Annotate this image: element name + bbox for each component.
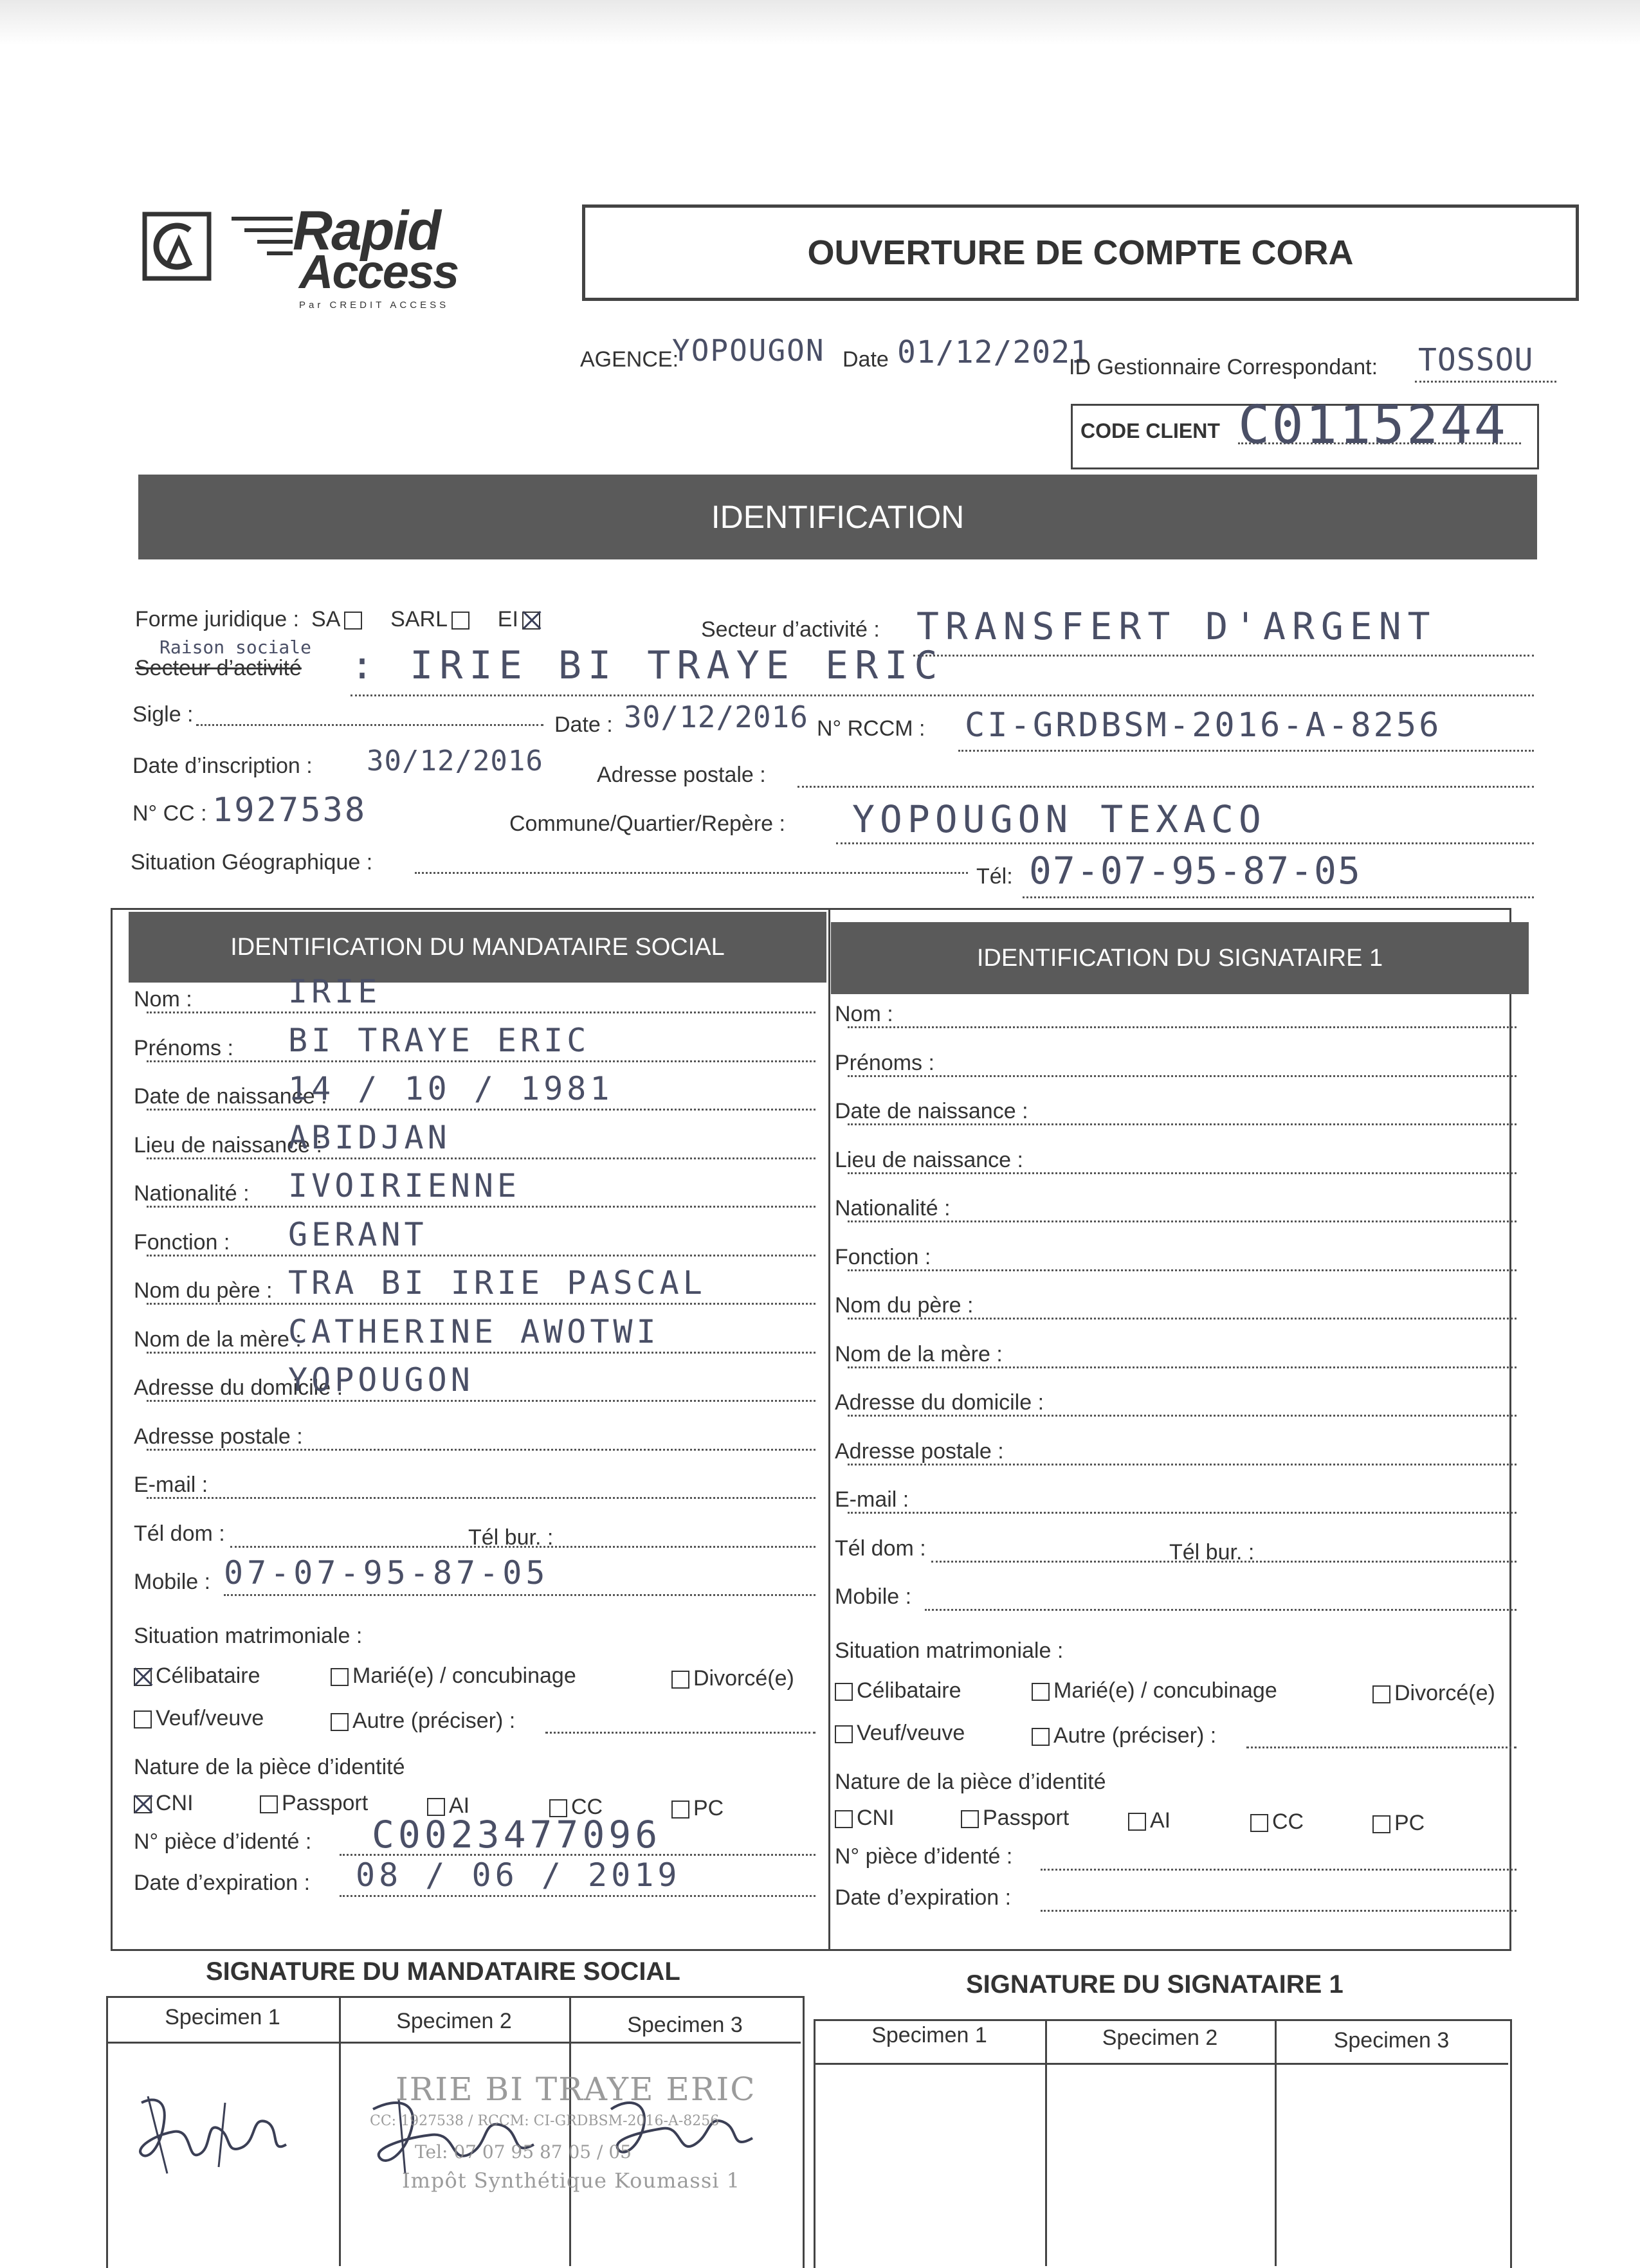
mandataire-opt-passport[interactable] [256, 1791, 368, 1816]
form-title: OUVERTURE DE COMPTE CORA [807, 233, 1354, 272]
checkbox-sarl[interactable] [451, 612, 469, 630]
signataire-nationalite-dots [848, 1220, 1517, 1222]
signataire-opt-cc[interactable] [1246, 1810, 1304, 1835]
tel-id-dots [1023, 896, 1534, 898]
mandataire-opt-ai-label: AI [449, 1793, 470, 1818]
mandataire-nom-pere-label: Nom du père : [134, 1278, 273, 1303]
agence-label: AGENCE: [580, 347, 679, 372]
signataire-opt-cni[interactable] [831, 1806, 895, 1831]
mandataire-piece-label: Nature de la pièce d’identité [134, 1754, 405, 1779]
checkbox-sa[interactable] [344, 612, 362, 630]
mandataire-adresse-domicile-label: Adresse du domicile : [134, 1375, 343, 1400]
mandataire-specimen-3: Specimen 3 [627, 2013, 743, 2037]
commune-value: YOPOUGON TEXACO [852, 797, 1266, 841]
signataire-autre-dots [1246, 1746, 1517, 1748]
signataire-nom-dots [848, 1026, 1517, 1028]
signataire-date-naissance-label: Date de naissance : [835, 1099, 1028, 1123]
signataire-opt-ai-label: AI [1150, 1808, 1171, 1833]
stamp-line-1: IRIE BI TRAYE ERIC [396, 2071, 756, 2108]
gestionnaire-dots [1415, 381, 1556, 383]
adresse-postale-id-dots [797, 786, 1534, 788]
mandataire-checkbox-marie[interactable] [331, 1668, 349, 1686]
signataire-opt-divorce-label: Divorcé(e) [1394, 1680, 1495, 1705]
signataire-opt-marie-label: Marié(e) / concubinage [1053, 1678, 1277, 1703]
opt-sa-label: SA [311, 607, 341, 631]
sigle-label: Sigle : [132, 702, 194, 727]
mandataire-adresse-domicile-value: YOPOUGON [288, 1361, 474, 1399]
forme-juridique-label [135, 607, 544, 632]
signataire-checkbox-ai[interactable] [1128, 1813, 1146, 1831]
logo-brand-rapid: Rapid [293, 200, 440, 262]
mandataire-checkbox-autre[interactable] [331, 1713, 349, 1731]
secteur-label: Secteur d’activité : [701, 617, 880, 642]
mandataire-specimen-1: Specimen 1 [165, 2005, 280, 2029]
secteur2-struck-label: Secteur d’activité [135, 656, 302, 680]
situation-geo-dots [415, 872, 968, 874]
signataire-checkbox-marie[interactable] [1032, 1683, 1050, 1701]
signataire-opt-passport[interactable] [957, 1806, 1069, 1831]
id-date-label: Date : [554, 712, 613, 737]
mandataire-mobile-dots [224, 1594, 815, 1596]
signataire-opt-pc-label: PC [1394, 1810, 1425, 1835]
signataire-specimen-3: Specimen 3 [1333, 2028, 1450, 2053]
mandataire-telbur-label: Tél bur. : [468, 1525, 554, 1550]
signataire-opt-veuf-label: Veuf/veuve [857, 1720, 965, 1745]
signataire-nationalite-label: Nationalité : [835, 1196, 951, 1220]
signataire-opt-veuf[interactable] [831, 1721, 965, 1746]
meta-date-label: Date [843, 347, 889, 372]
mandataire-fonction-dots [147, 1255, 815, 1256]
commune-label: Commune/Quartier/Repère : [509, 812, 785, 836]
mandataire-nom-dots [147, 1012, 815, 1013]
signataire-nom-label: Nom : [835, 1002, 893, 1026]
signataire-teldom-label: Tél dom : [835, 1536, 926, 1561]
mandataire-expiration-dots [340, 1895, 815, 1897]
mandataire-opt-autre[interactable] [327, 1709, 515, 1734]
signataire-table-header-line [814, 2063, 1508, 2065]
mandataire-checkbox-passport[interactable] [260, 1795, 278, 1813]
signature-signataire-title: SIGNATURE DU SIGNATAIRE 1 [966, 1970, 1344, 1999]
mandataire-checkbox-veuf[interactable] [134, 1710, 152, 1728]
signataire-prenoms-dots [848, 1075, 1517, 1077]
company-stamp [357, 2071, 794, 2199]
mandataire-num-piece-label: N° pièce d’identé : [134, 1829, 312, 1854]
signataire-checkbox-cc[interactable] [1250, 1814, 1268, 1832]
code-client-value: C0115244 [1238, 395, 1508, 456]
signataire-header [831, 922, 1529, 994]
mandataire-checkbox-celibataire[interactable] [134, 1668, 152, 1686]
signataire-mobile-label: Mobile : [835, 1584, 912, 1609]
signataire-specimen-2: Specimen 2 [1102, 2026, 1218, 2050]
logo-brand-access: Access [299, 245, 459, 298]
opt-sarl-label: SARL [390, 607, 448, 631]
signataire-nom-mere-dots [848, 1366, 1517, 1368]
signataire-expiration-label: Date d’expiration : [835, 1885, 1012, 1910]
rccm-dots [958, 750, 1534, 752]
meta-date-value: 01/12/2021 [897, 334, 1089, 370]
logo-tagline: Par CREDIT ACCESS [299, 300, 450, 311]
mandataire-col-line-1 [339, 1996, 341, 2266]
id-date-value: 30/12/2016 [624, 700, 808, 734]
mandataire-opt-cc-label: CC [571, 1794, 603, 1819]
raison-sociale-handwritten-label: Raison sociale [159, 637, 312, 658]
mandataire-lieu-naissance-value: ABIDJAN [288, 1118, 451, 1156]
mandataire-lieu-naissance-label: Lieu de naissance : [134, 1132, 322, 1157]
mandataire-opt-divorce[interactable] [668, 1666, 794, 1691]
signataire-checkbox-pc[interactable] [1372, 1815, 1390, 1833]
mandataire-header [129, 912, 826, 983]
signataire-title: IDENTIFICATION DU SIGNATAIRE 1 [976, 945, 1383, 972]
ncc-value: 1927538 [212, 791, 367, 830]
signataire-email-dots [848, 1512, 1517, 1514]
opt-ei-label: EI [497, 607, 518, 631]
mandataire-opt-cni-label: CNI [156, 1790, 194, 1815]
gestionnaire-label: ID Gestionnaire Correspondant: [1069, 355, 1378, 379]
mandataire-nom-mere-value: CATHERINE AWOTWI [288, 1312, 660, 1350]
mandataire-nom-value: IRIE [288, 973, 381, 1010]
stamp-line-2: CC: 1927538 / RCCM: CI-GRDBSM-2016-A-8256 [370, 2113, 720, 2129]
mandataire-autre-dots [545, 1732, 815, 1734]
signataire-col-line-2 [1275, 2019, 1277, 2266]
mandataire-opt-marie[interactable] [327, 1664, 576, 1689]
signataire-tel-dots [931, 1561, 1517, 1563]
speed-lines-icon [225, 212, 296, 264]
mandataire-opt-veuf[interactable] [130, 1706, 264, 1731]
mandataire-matrimoniale-label: Situation matrimoniale : [134, 1623, 363, 1648]
mandataire-tel-dots [230, 1546, 815, 1548]
mandataire-opt-pc-label: PC [693, 1795, 724, 1820]
signataire-checkbox-divorce[interactable] [1372, 1685, 1390, 1703]
mandataire-title: IDENTIFICATION DU MANDATAIRE SOCIAL [230, 934, 725, 961]
signataire-nom-mere-label: Nom de la mère : [835, 1341, 1003, 1366]
signataire-fonction-dots [848, 1269, 1517, 1271]
mandataire-nom-mere-dots [147, 1352, 815, 1354]
logo-mark-icon [141, 211, 212, 282]
mandataire-prenoms-label: Prénoms : [134, 1035, 233, 1060]
situation-geo-label: Situation Géographique : [131, 850, 373, 875]
mandataire-nom-mere-label: Nom de la mère : [134, 1327, 302, 1352]
signataire-opt-divorce[interactable] [1369, 1681, 1495, 1706]
signataire-opt-cni-label: CNI [857, 1805, 895, 1830]
scan-edge [0, 0, 1640, 45]
signataire-piece-label: Nature de la pièce d’identité [835, 1769, 1106, 1794]
signataire-specimen-1: Specimen 1 [871, 2023, 987, 2047]
mandataire-opt-passport-label: Passport [282, 1790, 369, 1815]
mandataire-opt-pc[interactable] [668, 1796, 724, 1821]
stamp-line-3: Tel: 07 07 95 87 05 / 05 [415, 2141, 632, 2163]
mandataire-prenoms-dots [147, 1060, 815, 1062]
date-inscription-value: 30/12/2016 [367, 745, 543, 777]
signataire-specimen-table [814, 2019, 1512, 2268]
mandataire-adresse-domicile-dots [147, 1400, 815, 1402]
signataire-adresse-domicile-dots [848, 1415, 1517, 1417]
mandataire-nom-pere-value: TRA BI IRIE PASCAL [288, 1264, 706, 1302]
signataire-checkbox-celibataire[interactable] [835, 1683, 853, 1701]
signataire-lieu-naissance-label: Lieu de naissance : [835, 1147, 1023, 1172]
agence-value: YOPOUGON [672, 333, 825, 368]
signature-mandataire-title: SIGNATURE DU MANDATAIRE SOCIAL [206, 1957, 680, 1986]
signataire-adresse-domicile-label: Adresse du domicile : [835, 1390, 1044, 1415]
form-title-box [582, 204, 1579, 301]
mandataire-mobile-value: 07-07-95-87-05 [224, 1554, 549, 1592]
mandataire-adresse-postale-dots [147, 1449, 815, 1451]
mandataire-opt-veuf-label: Veuf/veuve [156, 1705, 264, 1730]
mandataire-table-header-line [106, 2042, 801, 2044]
signataire-num-piece-label: N° pièce d’identé : [835, 1844, 1013, 1869]
tel-id-label: Tél: [976, 864, 1013, 889]
mandataire-expiration-label: Date d’expiration : [134, 1870, 311, 1895]
signataire-opt-passport-label: Passport [983, 1805, 1070, 1830]
signataire-prenoms-label: Prénoms : [835, 1050, 934, 1075]
signataire-expiration-dots [1041, 1910, 1517, 1912]
mandataire-fonction-label: Fonction : [134, 1229, 230, 1255]
mandataire-opt-autre-label: Autre (préciser) : [352, 1708, 516, 1733]
mandataire-num-piece-value: C0023477096 [372, 1812, 662, 1856]
mandataire-email-dots [147, 1497, 815, 1499]
mandataire-checkbox-divorce[interactable] [671, 1671, 689, 1689]
signataire-opt-celibataire[interactable] [831, 1678, 961, 1703]
sigle-dots [196, 724, 543, 726]
signataire-lieu-naissance-dots [848, 1172, 1517, 1174]
signataire-checkbox-veuf[interactable] [835, 1725, 853, 1743]
gestionnaire-value: TOSSOU [1418, 342, 1534, 378]
mandataire-nom-label: Nom : [134, 987, 192, 1012]
mandataire-lieu-naissance-dots [147, 1157, 815, 1159]
mandataire-opt-divorce-label: Divorcé(e) [693, 1665, 794, 1691]
mandataire-opt-cni[interactable] [130, 1791, 194, 1816]
signataire-telbur-label: Tél bur. : [1169, 1539, 1255, 1565]
mandataire-date-naissance-label: Date de naissance : [134, 1084, 327, 1109]
signataire-num-piece-dots [1041, 1869, 1517, 1871]
mandataire-nationalite-label: Nationalité : [134, 1181, 250, 1206]
mandataire-date-naissance-value: 14 / 10 / 1981 [288, 1070, 614, 1107]
forme-juridique-text: Forme juridique : [135, 607, 300, 631]
adresse-postale-id-label: Adresse postale : [597, 763, 766, 787]
signature-1-icon [129, 2083, 296, 2180]
code-client-label: CODE CLIENT [1080, 419, 1220, 442]
mandataire-fonction-value: GERANT [288, 1215, 428, 1253]
panel-divider [828, 908, 830, 1951]
signataire-mobile-dots [925, 1609, 1517, 1611]
mandataire-expiration-value: 08 / 06 / 2019 [356, 1856, 681, 1894]
mandataire-checkbox-cni[interactable] [134, 1795, 152, 1813]
mandataire-nationalite-value: IVOIRIENNE [288, 1167, 521, 1204]
signataire-opt-marie[interactable] [1028, 1678, 1277, 1703]
mandataire-email-label: E-mail : [134, 1473, 208, 1497]
signataire-checkbox-passport[interactable] [961, 1810, 979, 1828]
signataire-fonction-label: Fonction : [835, 1244, 931, 1269]
signataire-col-line-1 [1045, 2019, 1047, 2266]
commune-dots [836, 842, 1534, 844]
signataire-opt-pc[interactable] [1369, 1811, 1425, 1836]
raison-sociale-dots [351, 694, 1534, 696]
date-inscription-label: Date d’inscription : [132, 754, 313, 778]
mandataire-nationalite-dots [147, 1206, 815, 1208]
ncc-label: N° CC : [132, 801, 207, 826]
rccm-value: CI-GRDBSM-2016-A-8256 [965, 706, 1442, 745]
signataire-checkbox-cni[interactable] [835, 1810, 853, 1828]
signataire-matrimoniale-label: Situation matrimoniale : [835, 1638, 1064, 1663]
signataire-opt-autre[interactable] [1028, 1723, 1216, 1748]
signataire-email-label: E-mail : [835, 1487, 909, 1512]
mandataire-opt-celibataire[interactable] [130, 1664, 260, 1689]
logo [141, 200, 502, 322]
signataire-nom-pere-label: Nom du père : [835, 1293, 974, 1318]
mandataire-opt-marie-label: Marié(e) / concubinage [352, 1663, 576, 1688]
tel-id-value: 07-07-95-87-05 [1029, 849, 1362, 893]
identification-title: IDENTIFICATION [711, 499, 965, 535]
rccm-label: N° RCCM : [817, 716, 925, 741]
checkbox-ei[interactable] [522, 612, 540, 630]
signataire-nom-pere-dots [848, 1318, 1517, 1320]
signataire-adresse-postale-dots [848, 1464, 1517, 1465]
mandataire-opt-celibataire-label: Célibataire [156, 1663, 260, 1688]
mandataire-teldom-label: Tél dom : [134, 1521, 225, 1546]
mandataire-nom-pere-dots [147, 1303, 815, 1305]
signataire-date-naissance-dots [848, 1123, 1517, 1125]
stamp-line-4: Impôt Synthétique Koumassi 1 [402, 2168, 741, 2193]
mandataire-prenoms-value: BI TRAYE ERIC [288, 1021, 590, 1059]
signataire-checkbox-autre[interactable] [1032, 1728, 1050, 1746]
mandataire-checkbox-pc[interactable] [671, 1801, 689, 1819]
signataire-opt-autre-label: Autre (préciser) : [1053, 1723, 1217, 1748]
signataire-opt-cc-label: CC [1272, 1809, 1304, 1834]
mandataire-date-naissance-dots [147, 1109, 815, 1111]
signataire-opt-celibataire-label: Célibataire [857, 1678, 961, 1703]
mandataire-mobile-label: Mobile : [134, 1570, 211, 1594]
identification-header [138, 475, 1537, 559]
secteur-value: TRANSFERT D'ARGENT [916, 604, 1437, 648]
raison-sociale-value: : IRIE BI TRAYE ERIC [351, 643, 944, 688]
mandataire-specimen-2: Specimen 2 [396, 2009, 512, 2033]
secteur-dots [913, 655, 1534, 657]
signataire-adresse-postale-label: Adresse postale : [835, 1438, 1004, 1464]
mandataire-adresse-postale-label: Adresse postale : [134, 1424, 303, 1449]
signataire-opt-ai[interactable] [1124, 1808, 1171, 1833]
